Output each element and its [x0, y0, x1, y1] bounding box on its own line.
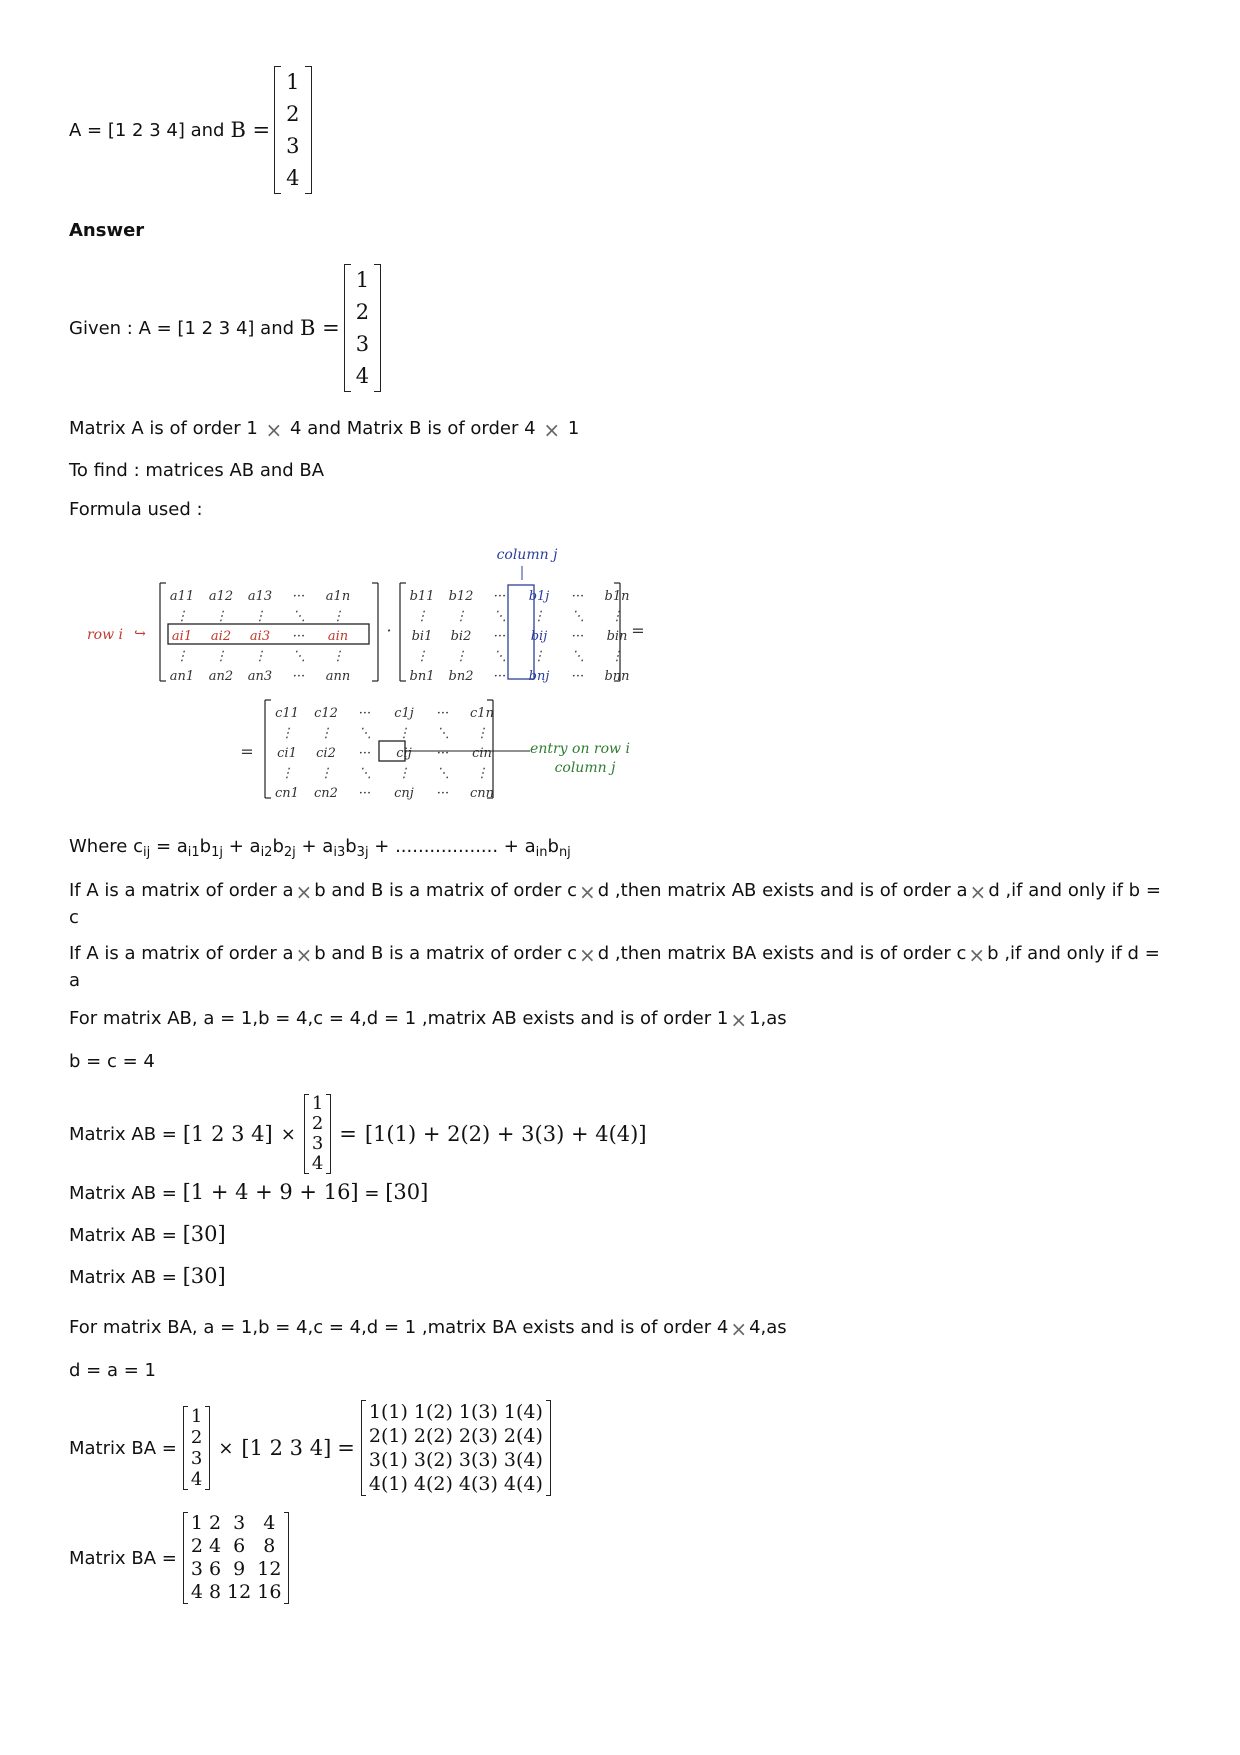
diagram-text: c1j	[394, 706, 414, 721]
diagram-text: ⋮	[280, 726, 294, 741]
matrix-cell: 3	[233, 1512, 246, 1534]
cell: 4	[190, 1469, 203, 1490]
equals: =	[364, 1183, 380, 1204]
b-name: B =	[230, 118, 271, 142]
matrix-cell: 1(3)	[458, 1401, 498, 1423]
t: b	[547, 836, 559, 857]
cell: 3	[355, 332, 370, 356]
t: b	[199, 836, 212, 857]
diagram-text: ⋮	[397, 726, 411, 741]
answer-heading: Answer	[69, 220, 145, 241]
diagram-text: ⋮	[175, 609, 189, 624]
diagram-text: ···	[358, 746, 372, 761]
diagram-text: bnj	[528, 669, 550, 684]
t: 1,as	[749, 1008, 787, 1029]
s: in	[535, 845, 548, 860]
diagram-text: cnn	[469, 786, 495, 801]
label: Matrix BA =	[69, 1437, 177, 1459]
column-vector	[183, 1406, 210, 1490]
times-icon: ×	[295, 880, 313, 904]
matrix-cell: 3(1)	[368, 1449, 408, 1471]
diagram-text: ···	[436, 706, 450, 721]
diagram-text: a12	[208, 589, 234, 604]
diagram-text: ⋱	[571, 609, 585, 624]
s: i3	[333, 845, 346, 860]
arrow-icon: ↪	[134, 626, 146, 642]
t: d ,then matrix BA exists and is of order c	[597, 943, 967, 964]
diagram-text: a11	[169, 589, 195, 604]
diagram-text: ⋮	[331, 649, 345, 664]
diagram-text: ···	[292, 629, 306, 644]
matrix-cell: 3(3)	[458, 1449, 498, 1471]
s: ij	[142, 845, 151, 860]
diagram-text: bn1	[409, 669, 435, 684]
label: Matrix AB =	[69, 1267, 177, 1288]
cell: 1	[311, 1093, 324, 1114]
times-icon: ×	[969, 880, 987, 904]
matrix-b	[274, 66, 311, 194]
t: If A is a matrix of order a	[69, 943, 294, 964]
equals: =	[339, 1122, 357, 1146]
diagram-text: b11	[409, 589, 435, 604]
b-equals-c: b = c = 4	[69, 1051, 155, 1072]
diagram-text: cn1	[275, 786, 299, 801]
cell: 3	[286, 134, 300, 158]
diagram-text: ···	[571, 629, 585, 644]
cell: 1	[355, 268, 370, 292]
t: b	[345, 836, 357, 857]
times-icon: ×	[295, 943, 313, 967]
s: 1j	[211, 845, 223, 860]
d-equals-a: d = a = 1	[69, 1360, 156, 1381]
diagram-text: ain	[327, 629, 349, 644]
order-line	[69, 418, 579, 442]
matrix-cell: 6	[208, 1558, 222, 1580]
cell: 3	[311, 1133, 324, 1154]
diagram-text: cnj	[394, 786, 414, 801]
diagram-text: cij	[396, 746, 412, 761]
cell: 2	[311, 1113, 324, 1134]
for-ba	[69, 1317, 787, 1341]
diagram-text: cin	[472, 746, 492, 761]
s: i2	[260, 845, 273, 860]
times-icon: ×	[579, 943, 596, 967]
result: [30]	[182, 1222, 226, 1246]
diagram-text: ⋮	[610, 649, 624, 664]
cell: 3	[190, 1448, 203, 1469]
diagram-text: ⋱	[493, 609, 507, 624]
t: For matrix BA, a = 1,b = 4,c = 4,d = 1 ,matrix BA exists and is of order 4	[69, 1317, 729, 1338]
t: b and B is a matrix of order c	[314, 880, 577, 901]
result: [30]	[385, 1180, 429, 1204]
diagram-text: ⋮	[532, 649, 546, 664]
equals: =	[631, 621, 645, 640]
diagram-text: ⋮	[214, 609, 228, 624]
matrix-cell: 3(2)	[413, 1449, 453, 1471]
s: 2j	[283, 845, 296, 860]
diagram-text: b1n	[604, 589, 630, 604]
t: + .................. + a	[368, 836, 536, 857]
diagram-text: ⋱	[292, 609, 306, 624]
matrix-cell: 2(3)	[458, 1425, 498, 1447]
matrix-cell: 9	[233, 1558, 246, 1580]
matrix-cell: 4(1)	[368, 1473, 408, 1495]
diagram-text: ···	[436, 786, 450, 801]
diagram-text: bi1	[411, 629, 433, 644]
equals: =	[240, 742, 254, 761]
diagram-text: ···	[493, 669, 507, 684]
matrix-cell: 4(4)	[503, 1473, 543, 1495]
for-ab	[69, 1008, 787, 1032]
diagram-text: ai1	[171, 629, 193, 644]
result: [30]	[182, 1264, 226, 1288]
matrix-cell: 12	[257, 1558, 282, 1580]
matrix-cell: 2(2)	[413, 1425, 453, 1447]
diagram-text: bij	[530, 629, 548, 644]
row-vector: [1 2 3 4]	[182, 1122, 273, 1146]
diagram-text: c11	[275, 706, 299, 721]
t: Where c	[69, 836, 143, 857]
matrix-cell: 1(2)	[413, 1401, 453, 1423]
expr: [1 + 4 + 9 + 16]	[182, 1180, 359, 1204]
label: Matrix AB =	[69, 1183, 177, 1204]
matrix-cell: 1(4)	[503, 1401, 543, 1423]
result: [1(1) + 2(2) + 3(3) + 4(4)]	[364, 1122, 647, 1146]
diagram-text: ···	[292, 669, 306, 684]
text: 1	[567, 418, 580, 439]
question-line	[69, 60, 312, 200]
diagram-text: cn2	[314, 786, 338, 801]
diagram-text: ···	[436, 746, 450, 761]
matrix-cell: 4(3)	[458, 1473, 498, 1495]
ab-step-3	[69, 1222, 226, 1246]
diagram-text: ⋮	[454, 609, 468, 624]
matrix-cell: 1(1)	[368, 1401, 408, 1423]
diagram-text: ann	[325, 669, 351, 684]
matrix-b	[344, 264, 381, 392]
t: = a	[150, 836, 188, 857]
diagram-text: ⋱	[358, 766, 372, 781]
column-label: column j	[496, 547, 558, 563]
diagram-text: ···	[571, 669, 585, 684]
cell: 4	[355, 364, 370, 388]
t: + a	[295, 836, 334, 857]
result-matrix	[183, 1512, 290, 1604]
diagram-text: ⋮	[331, 609, 345, 624]
diagram-text: ⋮	[175, 649, 189, 664]
diagram-text: bnn	[604, 669, 630, 684]
diagram-text: ⋱	[436, 726, 450, 741]
matrix-cell: 2	[208, 1512, 222, 1534]
given-line	[69, 258, 381, 398]
diagram-text: ···	[358, 786, 372, 801]
row-vector: [1 2 3 4]	[241, 1436, 332, 1460]
label: Matrix BA =	[69, 1547, 177, 1569]
matrix-cell: 3(4)	[503, 1449, 543, 1471]
diagram-text: ···	[292, 589, 306, 604]
diagram-text: a1n	[325, 589, 351, 604]
cell: 2	[355, 300, 370, 324]
dot: ·	[386, 621, 392, 640]
diagram-text: ⋮	[280, 766, 294, 781]
diagram-text: c12	[314, 706, 338, 721]
times-icon: ×	[579, 880, 596, 904]
matrix-cell: 4	[263, 1512, 276, 1534]
rule-ba	[69, 941, 1169, 993]
label: Matrix AB =	[69, 1225, 177, 1246]
matrix-cell: 4	[208, 1535, 222, 1557]
text: 4 and Matrix B is of order 4	[290, 418, 536, 439]
diagram-text: c1n	[470, 706, 494, 721]
cell: 2	[190, 1427, 203, 1448]
matrix-cell: 2	[190, 1535, 203, 1557]
diagram-text: ⋮	[253, 609, 267, 624]
matrix-cell: 8	[208, 1581, 222, 1603]
cell: 1	[286, 70, 300, 94]
diagram-text: ⋱	[358, 726, 372, 741]
times-icon: ×	[280, 1123, 296, 1145]
diagram-text: ···	[493, 629, 507, 644]
diagram-text: bin	[606, 629, 628, 644]
rule-ab	[69, 878, 1169, 930]
diagram-text: b1j	[528, 589, 550, 604]
matrix-cell: 6	[233, 1535, 246, 1557]
times-icon: ×	[265, 418, 283, 442]
t: b	[272, 836, 284, 857]
label: Matrix AB =	[69, 1123, 177, 1145]
where-line	[69, 836, 571, 860]
diagram-text: ai2	[210, 629, 232, 644]
row-label: row i	[86, 627, 124, 643]
diagram-text: ⋱	[292, 649, 306, 664]
outer-product-matrix	[361, 1400, 551, 1496]
matrix-cell: 4	[190, 1581, 203, 1603]
diagram-text: ⋮	[415, 609, 429, 624]
diagram-text: ⋮	[253, 649, 267, 664]
ab-step-2	[69, 1180, 428, 1204]
diagram-text: ⋮	[610, 609, 624, 624]
matrix-multiplication-diagram	[60, 535, 680, 825]
diagram-text: ⋱	[493, 649, 507, 664]
diagram-text: ···	[571, 589, 585, 604]
matrix-cell: 8	[263, 1535, 276, 1557]
diagram-text: ⋮	[319, 726, 333, 741]
matrix-cell: 12	[227, 1581, 252, 1603]
diagram-text: ci2	[316, 746, 336, 761]
t: If A is a matrix of order a	[69, 880, 294, 901]
diagram-text: ⋱	[571, 649, 585, 664]
times-icon: ×	[730, 1317, 748, 1341]
diagram-text: bi2	[450, 629, 472, 644]
cell: 1	[190, 1406, 203, 1427]
diagram-text: ⋮	[214, 649, 228, 664]
times-icon: ×	[968, 943, 986, 967]
t: d ,if and only if b = c	[69, 880, 1161, 928]
matrix-cell: 3	[190, 1558, 203, 1580]
ba-step-1	[69, 1400, 551, 1496]
cell: 4	[286, 166, 300, 190]
matrix-cell: 16	[257, 1581, 282, 1603]
t: d ,then matrix AB exists and is of order a	[597, 880, 968, 901]
diagram-text: ⋮	[532, 609, 546, 624]
diagram-text: b12	[448, 589, 474, 604]
matrix-cell: 2(4)	[503, 1425, 543, 1447]
diagram-text: ···	[358, 706, 372, 721]
diagram-text: an3	[247, 669, 273, 684]
t: For matrix AB, a = 1,b = 4,c = 4,d = 1 ,matrix AB exists and is of order 1	[69, 1008, 729, 1029]
diagram-text: an1	[169, 669, 195, 684]
column-vector	[304, 1094, 331, 1174]
question-text: A = [1 2 3 4] and	[69, 119, 225, 141]
entry-label: entry on row i	[530, 741, 630, 757]
t: 4,as	[749, 1317, 787, 1338]
times-icon: ×	[218, 1437, 234, 1459]
times-icon: ×	[543, 418, 561, 442]
t: b ,if and only if d = a	[69, 943, 1160, 991]
matrix-cell: 4(2)	[413, 1473, 453, 1495]
diagram-text: ⋮	[475, 726, 489, 741]
t: + a	[223, 836, 261, 857]
b-name: B =	[300, 316, 340, 340]
s: nj	[558, 845, 571, 860]
diagram-text: ⋮	[319, 766, 333, 781]
diagram-text: ⋮	[415, 649, 429, 664]
text: Matrix A is of order 1	[69, 418, 258, 439]
diagram-text: ⋱	[436, 766, 450, 781]
cell: 2	[286, 102, 300, 126]
entry-label: column j	[554, 760, 616, 776]
times-icon: ×	[730, 1008, 748, 1032]
formula-used: Formula used :	[69, 499, 203, 520]
diagram-text: ai3	[249, 629, 271, 644]
equals: =	[337, 1436, 355, 1460]
to-find: To find : matrices AB and BA	[69, 460, 325, 481]
matrix-cell: 1	[190, 1512, 203, 1534]
s: i1	[187, 845, 200, 860]
s: 3j	[356, 845, 369, 860]
t: b and B is a matrix of order c	[314, 943, 577, 964]
diagram-text: a13	[247, 589, 273, 604]
diagram-text: ⋮	[475, 766, 489, 781]
diagram-text: an2	[208, 669, 234, 684]
diagram-text: bn2	[448, 669, 474, 684]
diagram-text: ci1	[277, 746, 297, 761]
matrix-cell: 2(1)	[368, 1425, 408, 1447]
ab-step-1	[69, 1092, 647, 1176]
cell: 4	[311, 1153, 324, 1174]
ba-step-2	[69, 1508, 289, 1608]
diagram-text: ⋮	[454, 649, 468, 664]
diagram-text: ···	[493, 589, 507, 604]
given-text: Given : A = [1 2 3 4] and	[69, 317, 295, 339]
ab-step-4	[69, 1264, 226, 1288]
diagram-text: ⋮	[397, 766, 411, 781]
